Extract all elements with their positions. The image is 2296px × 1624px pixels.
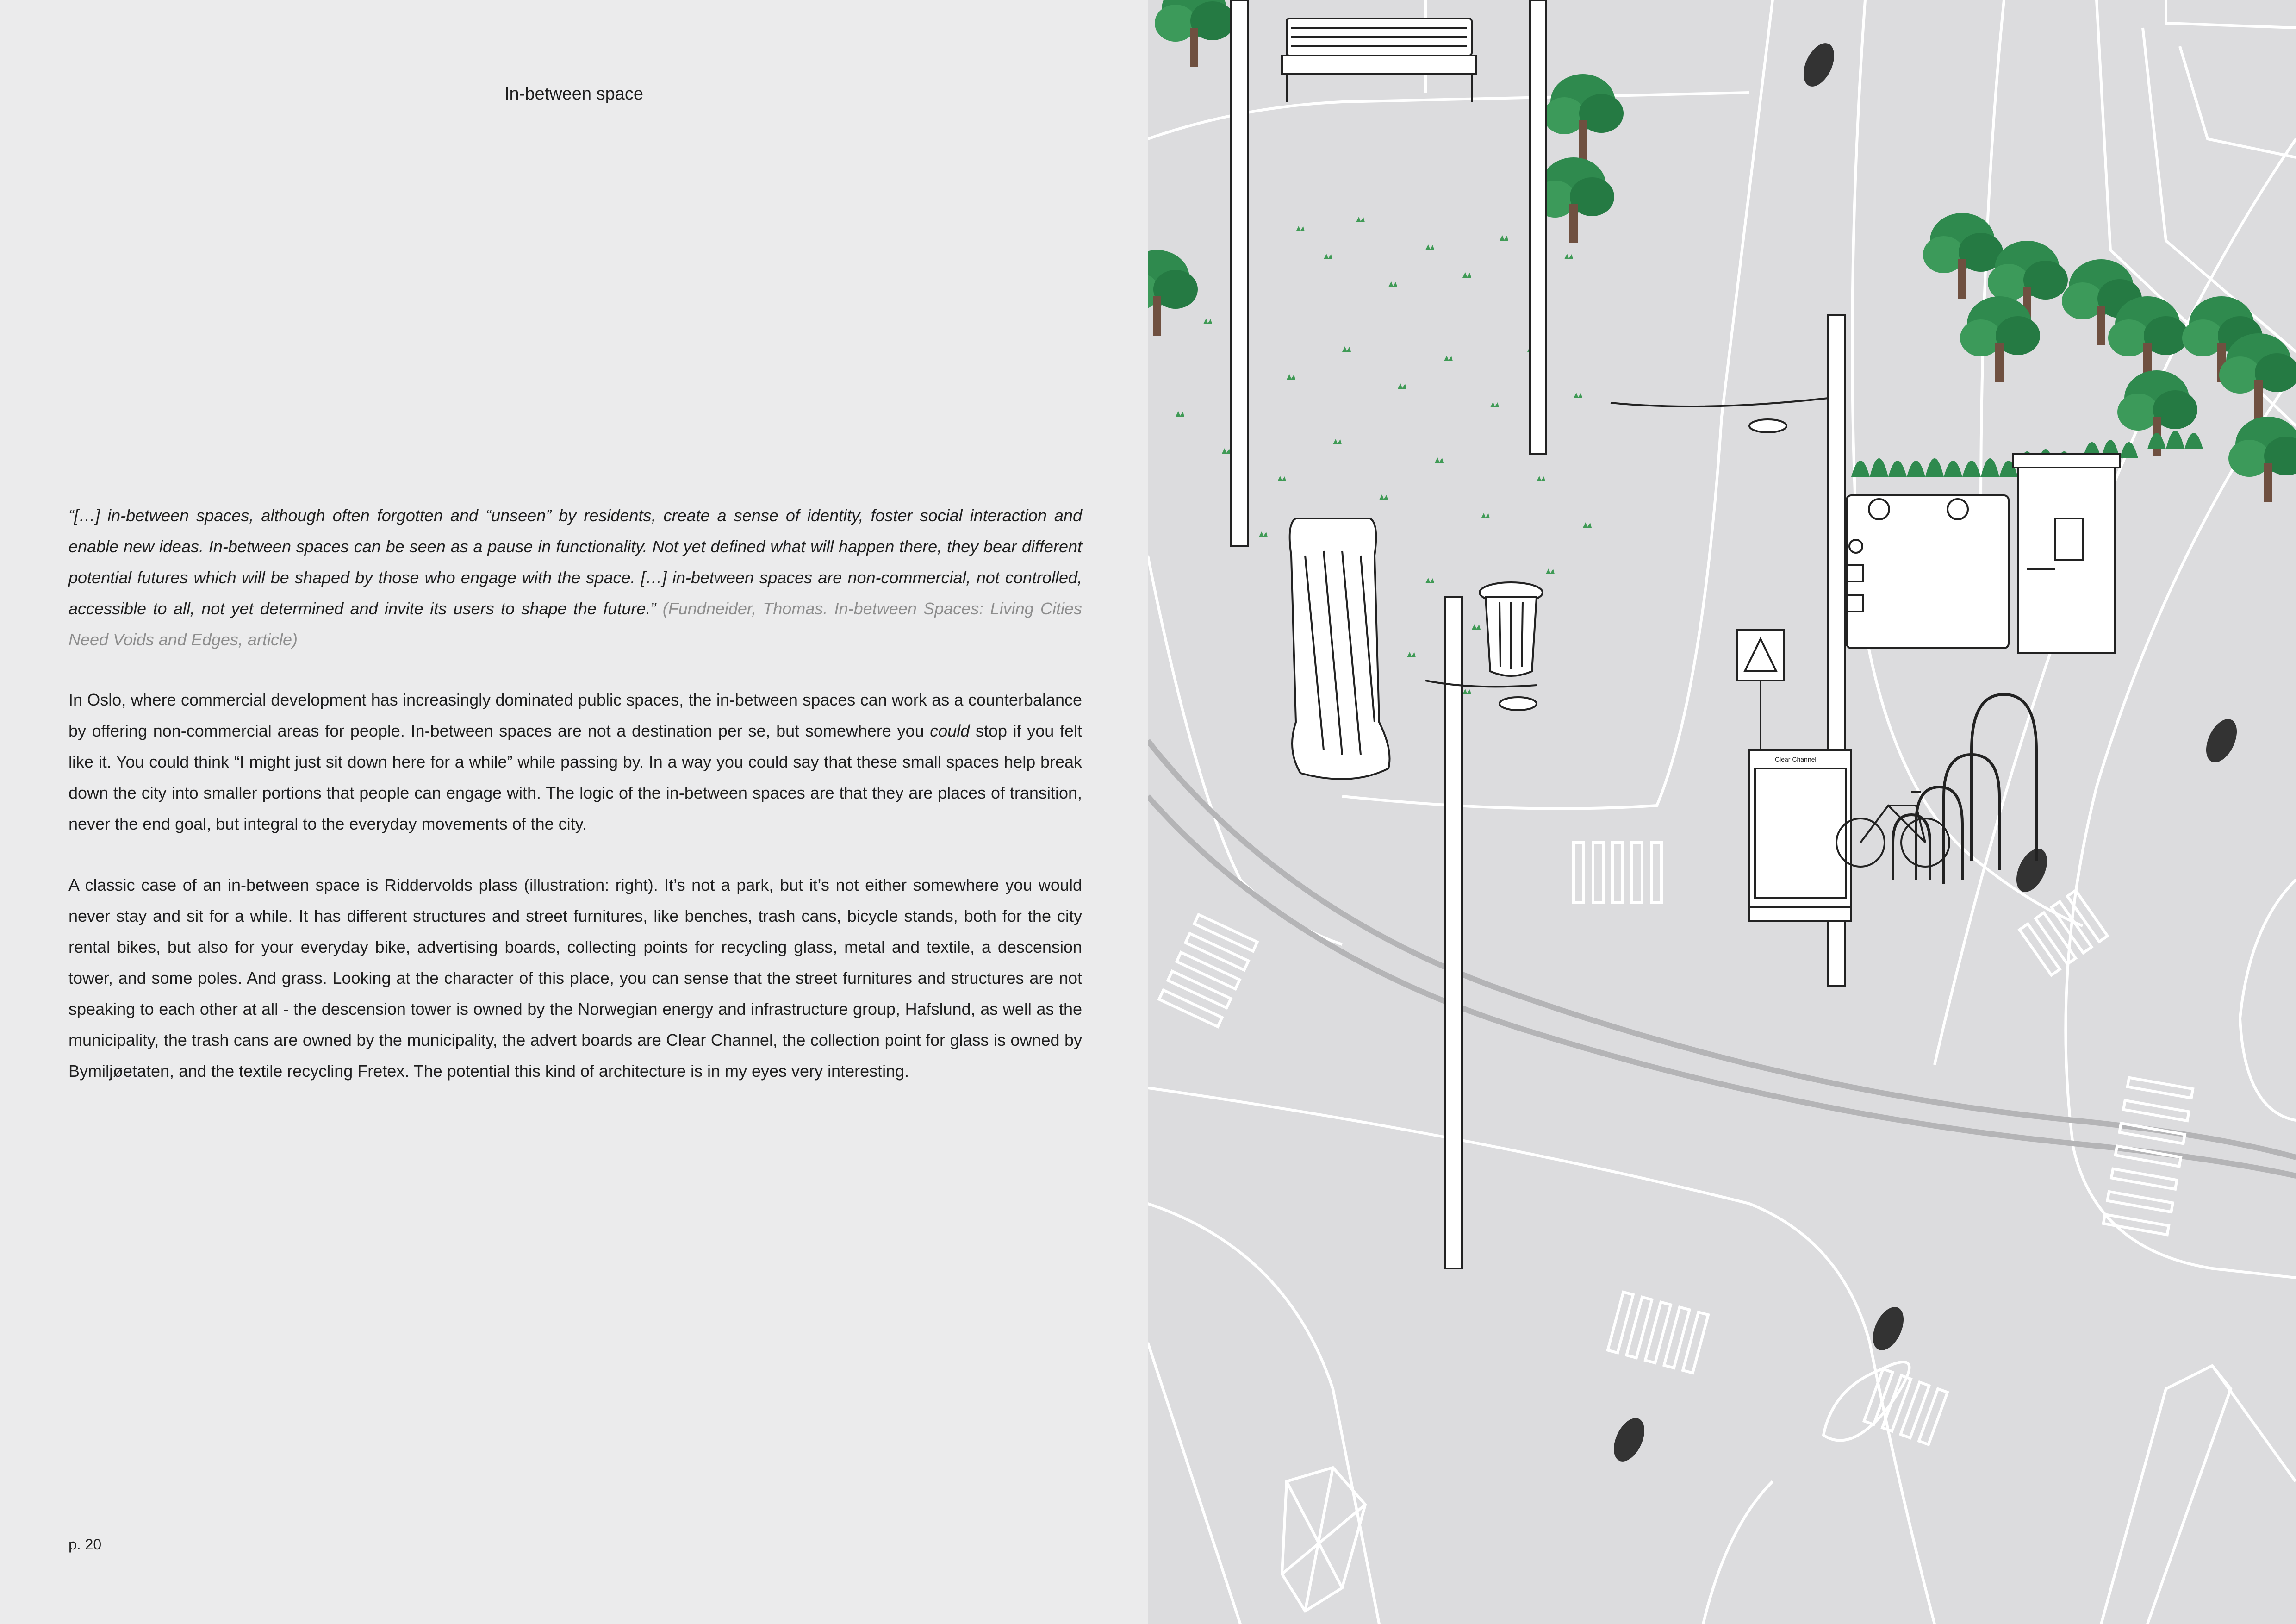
body-paragraph-1	[68, 684, 1082, 839]
paragraph-1-end: stop if you felt like it. You could think “I might just sit down here for a while” while passing by. In a way you could say that these small spaces help break down the city into smaller portions that people can engage with. The logic of the in-between spaces are that they are places of transition, never the end goal, but integral to the everyday movements of the city.	[68, 721, 1082, 833]
quote-citation: (Fundneider, Thomas. In-between Spaces: Living Cities Need Voids and Edges, article)	[68, 599, 1082, 649]
trash-can-icon	[1480, 582, 1543, 676]
page-number: p. 20	[68, 1536, 102, 1553]
riddervolds-plass-illustration	[1148, 0, 2296, 1624]
page-title: In-between space	[504, 84, 643, 104]
paragraph-1-emphasis: could	[930, 721, 970, 740]
advert-board-label: Clear Channel	[1775, 756, 1817, 763]
body-paragraph-2	[68, 869, 1082, 1087]
paragraph-2-text: A classic case of an in-between space is Riddervolds plass (illustration: right). It’s not a park, but it’s not either somewhere you would never stay and sit for a while. It has different structures and street furnitures, like benches, trash cans, bicycle stands, both for the city rental bikes, but also for your everyday bike, advertising boards, collecting points for recycling glass, metal and textile, a descension tower, and some poles. And grass. Looking at the character of this place, you can sense that the street furnitures and structures are not speaking to each other at all - the descension tower is owned by the Norwegian energy and infrastructure group, Hafslund, as well as the municipality, the trash cans are owned by the municipality, the advert boards are Clear Channel, the collection point for glass is owned by Bymiljøetaten, and the textile recycling Fretex. The potential this kind of architecture is in my eyes very interesting.	[68, 875, 1082, 1081]
quote-text: “[…] in-between spaces, although often forgotten and “unseen” by residents, create a sense of identity, foster social interaction and enable new ideas. In-between spaces can be seen as a pause in functionality. Not yet defined what will happen there, they bear different potential futures which will be shaped by those who engage with the space. […] in-between spaces are non-commercial, not controlled, accessible to all, not yet determined and invite its users to shape the future.”	[68, 506, 1082, 618]
map-ground	[1148, 0, 2296, 1624]
advert-board-icon	[1749, 750, 1851, 921]
paragraph-1-start: In Oslo, where commercial development has increasingly dominated public spaces, the in-between spaces can work as a counterbalance by offering non-commercial areas for people. In-between spaces are not a destination per se, but somewhere you	[68, 690, 1082, 740]
descension-tower-icon	[1290, 518, 1390, 779]
quote-block	[68, 500, 1082, 655]
